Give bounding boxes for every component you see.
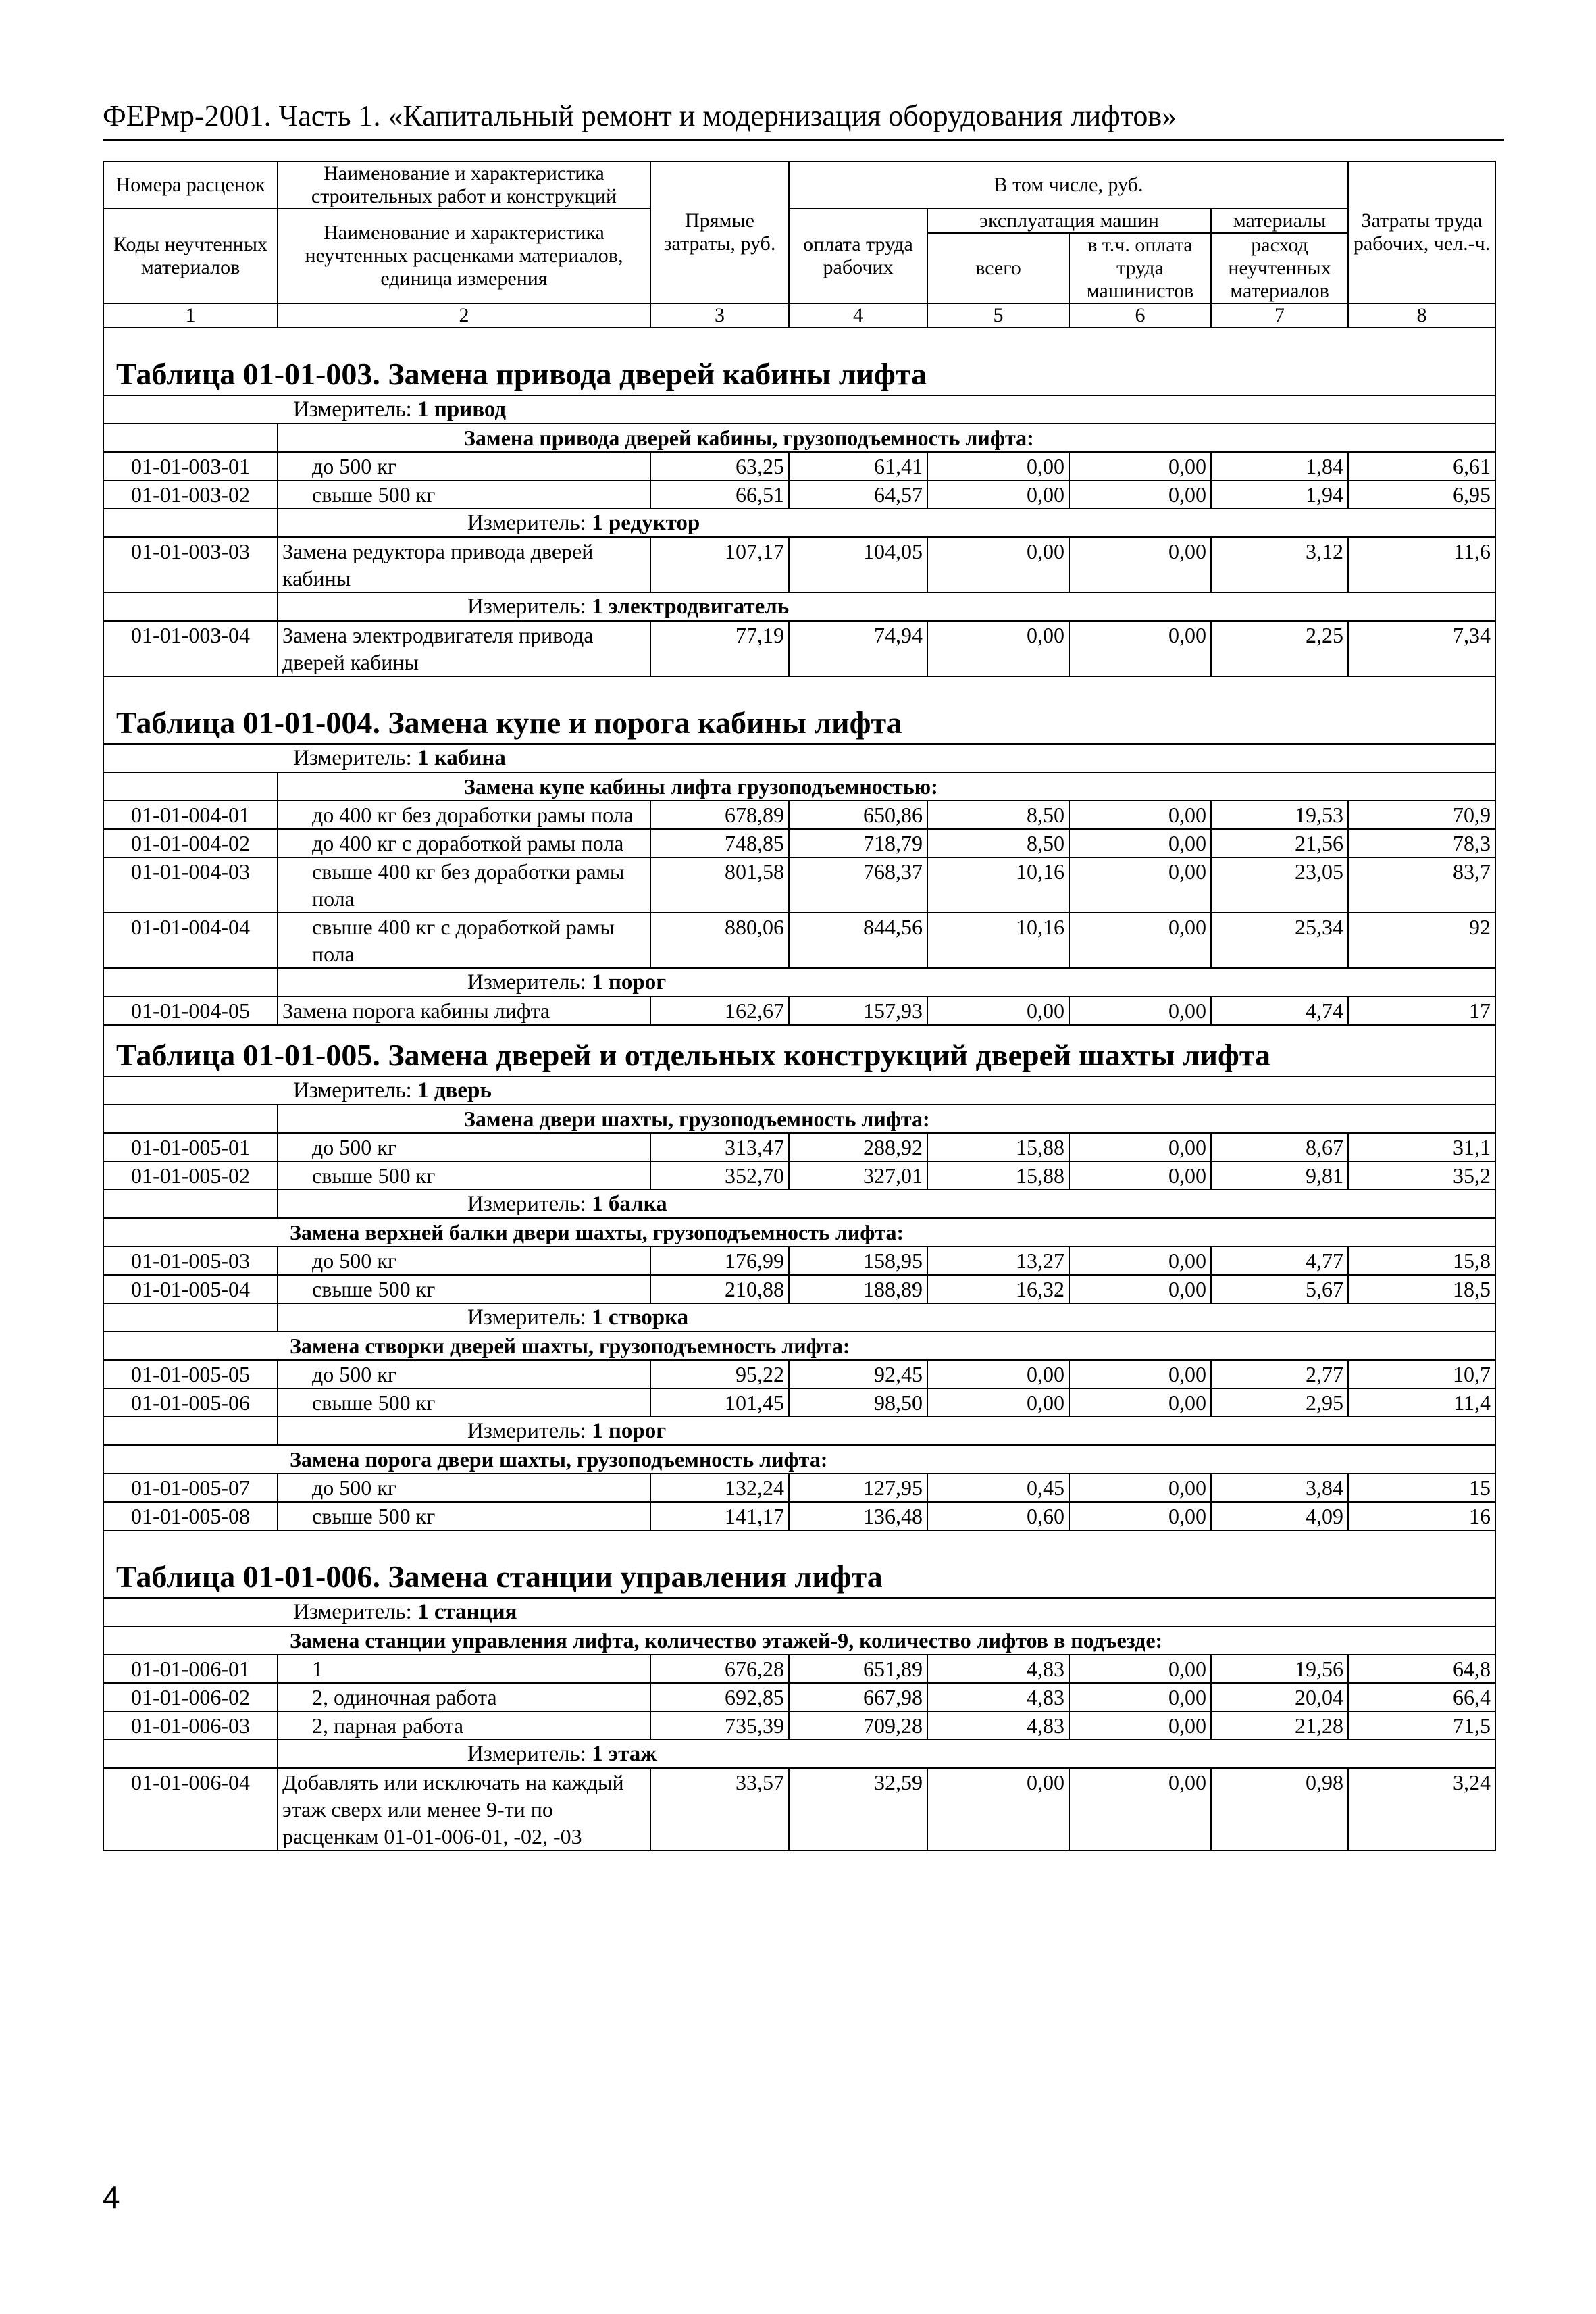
labor-pay: 327,01: [789, 1161, 927, 1190]
machines-total: 0,00: [927, 452, 1069, 480]
measure-row: [103, 593, 1495, 621]
materials: 5,67: [1211, 1275, 1348, 1303]
section-title-row: [103, 676, 1495, 744]
machines-total: 4,83: [927, 1711, 1069, 1740]
rate-code: 01-01-004-02: [103, 829, 278, 857]
direct-costs: 95,22: [650, 1360, 789, 1388]
operators-pay: 0,00: [1069, 1474, 1211, 1502]
operators-pay: 0,00: [1069, 452, 1211, 480]
labor-pay: 667,98: [789, 1683, 927, 1711]
measure-row: [103, 395, 1495, 424]
measure-row: [103, 1740, 1495, 1768]
labor-hours: 7,34: [1348, 621, 1495, 676]
machines-total: 8,50: [927, 801, 1069, 829]
machines-total: 0,00: [927, 1360, 1069, 1388]
labor-pay: 768,37: [789, 857, 927, 913]
materials: 20,04: [1211, 1683, 1348, 1711]
materials: 3,12: [1211, 537, 1348, 593]
measure-unit: 1 балка: [592, 1192, 667, 1216]
rate-name: Замена порога кабины лифта: [278, 997, 650, 1025]
machines-total: 15,88: [927, 1133, 1069, 1161]
measure-label: [278, 1740, 1495, 1768]
labor-pay: 650,86: [789, 801, 927, 829]
measure-prefix: Измеритель:: [467, 970, 592, 995]
materials: 2,95: [1211, 1388, 1348, 1417]
direct-costs: 101,45: [650, 1388, 789, 1417]
materials: 21,56: [1211, 829, 1348, 857]
col-materials-header: расход неучтенных материалов: [1211, 233, 1348, 303]
labor-pay: 709,28: [789, 1711, 927, 1740]
table-row: [103, 1711, 1495, 1740]
materials: 0,98: [1211, 1768, 1348, 1851]
direct-costs: 33,57: [650, 1768, 789, 1851]
measure-unit: 1 створка: [592, 1305, 689, 1330]
materials: 4,77: [1211, 1247, 1348, 1275]
rate-name: свыше 400 кг без доработки рамы пола: [278, 857, 650, 913]
group-label: Замена двери шахты, грузоподъемность лифта:: [278, 1105, 1495, 1133]
table-row: [103, 801, 1495, 829]
labor-hours: 18,5: [1348, 1275, 1495, 1303]
col-machines-group-header: эксплуатация машин: [927, 209, 1211, 233]
operators-pay: 0,00: [1069, 1133, 1211, 1161]
measure-prefix: Измеритель:: [467, 595, 592, 619]
rate-code: 01-01-006-01: [103, 1655, 278, 1683]
rate-name: до 500 кг: [278, 452, 650, 480]
measure-label: [278, 1303, 1495, 1332]
col-number: 2: [278, 303, 650, 328]
materials: 4,09: [1211, 1502, 1348, 1530]
labor-pay: 127,95: [789, 1474, 927, 1502]
measure-prefix: Измеритель:: [293, 1600, 418, 1624]
measure-row: [103, 509, 1495, 537]
rate-code: 01-01-005-08: [103, 1502, 278, 1530]
machines-total: 0,00: [927, 1768, 1069, 1851]
col-number: 5: [927, 303, 1069, 328]
operators-pay: 0,00: [1069, 829, 1211, 857]
measure-row: [103, 1190, 1495, 1218]
table-row: [103, 1474, 1495, 1502]
measure-label: [278, 509, 1495, 537]
labor-pay: 651,89: [789, 1655, 927, 1683]
group-label: Замена привода дверей кабины, грузоподъемность лифта:: [278, 424, 1495, 452]
direct-costs: 210,88: [650, 1275, 789, 1303]
measure-unit: 1 дверь: [417, 1078, 492, 1103]
labor-pay: 188,89: [789, 1275, 927, 1303]
measure-prefix: Измеритель:: [293, 397, 418, 422]
labor-hours: 6,61: [1348, 452, 1495, 480]
direct-costs: 748,85: [650, 829, 789, 857]
labor-hours: 70,9: [1348, 801, 1495, 829]
rate-name: до 500 кг: [278, 1474, 650, 1502]
rate-code: 01-01-005-07: [103, 1474, 278, 1502]
table-row: [103, 1360, 1495, 1388]
group-label: Замена порога двери шахты, грузоподъемность лифта:: [103, 1445, 1495, 1474]
table-row: [103, 1133, 1495, 1161]
measure-unit: 1 привод: [417, 397, 507, 422]
direct-costs: 880,06: [650, 913, 789, 968]
labor-pay: 288,92: [789, 1133, 927, 1161]
measure-unit: 1 станция: [417, 1600, 517, 1624]
column-numbers-row: [103, 303, 1495, 328]
measure-label: [103, 395, 1495, 424]
measure-unit: 1 кабина: [417, 746, 506, 770]
machines-total: 13,27: [927, 1247, 1069, 1275]
machines-total: 0,00: [927, 621, 1069, 676]
rate-name: до 400 кг без доработки рамы пола: [278, 801, 650, 829]
rate-code: 01-01-003-02: [103, 480, 278, 509]
group-row: [103, 1445, 1495, 1474]
measure-label: [278, 1190, 1495, 1218]
direct-costs: 678,89: [650, 801, 789, 829]
group-row: [103, 1332, 1495, 1360]
machines-total: 0,00: [927, 997, 1069, 1025]
table-row: [103, 452, 1495, 480]
direct-costs: 313,47: [650, 1133, 789, 1161]
measure-label: [103, 744, 1495, 772]
group-label: Замена купе кабины лифта грузоподъемностью:: [278, 772, 1495, 801]
rate-name: 1: [278, 1655, 650, 1683]
rate-name: свыше 500 кг: [278, 1275, 650, 1303]
measure-row: [103, 1417, 1495, 1445]
labor-pay: 136,48: [789, 1502, 927, 1530]
rate-code: 01-01-003-03: [103, 537, 278, 593]
table-row: [103, 1388, 1495, 1417]
operators-pay: 0,00: [1069, 1275, 1211, 1303]
labor-hours: 6,95: [1348, 480, 1495, 509]
operators-pay: 0,00: [1069, 1502, 1211, 1530]
col-number: 4: [789, 303, 927, 328]
operators-pay: 0,00: [1069, 537, 1211, 593]
section-title-row: [103, 328, 1495, 395]
labor-hours: 64,8: [1348, 1655, 1495, 1683]
labor-hours: 15,8: [1348, 1247, 1495, 1275]
rate-code: 01-01-006-02: [103, 1683, 278, 1711]
measure-row: [103, 1076, 1495, 1105]
rate-code: 01-01-004-01: [103, 801, 278, 829]
direct-costs: 352,70: [650, 1161, 789, 1190]
rate-code: 01-01-005-01: [103, 1133, 278, 1161]
col-incl-header: В том числе, руб.: [789, 161, 1348, 209]
rate-name: до 400 кг с доработкой рамы пола: [278, 829, 650, 857]
table-row: [103, 1161, 1495, 1190]
rate-name: свыше 500 кг: [278, 1502, 650, 1530]
rate-name: до 500 кг: [278, 1247, 650, 1275]
direct-costs: 801,58: [650, 857, 789, 913]
operators-pay: 0,00: [1069, 621, 1211, 676]
labor-hours: 35,2: [1348, 1161, 1495, 1190]
group-row: [103, 772, 1495, 801]
operators-pay: 0,00: [1069, 1360, 1211, 1388]
materials: 1,84: [1211, 452, 1348, 480]
page-number: 4: [103, 2180, 120, 2215]
machines-total: 10,16: [927, 857, 1069, 913]
materials: 19,53: [1211, 801, 1348, 829]
labor-hours: 11,4: [1348, 1388, 1495, 1417]
header-row-2: [103, 209, 1495, 233]
labor-hours: 78,3: [1348, 829, 1495, 857]
col-number: 3: [650, 303, 789, 328]
measure-unit: 1 редуктор: [592, 511, 700, 535]
table-row: [103, 621, 1495, 676]
rate-name: Замена редуктора привода дверей кабины: [278, 537, 650, 593]
rate-name: до 500 кг: [278, 1133, 650, 1161]
labor-hours: 17: [1348, 997, 1495, 1025]
col-operators-header: в т.ч. оплата труда машинистов: [1069, 233, 1211, 303]
labor-pay: 104,05: [789, 537, 927, 593]
rate-name: Добавлять или исключать на каждый этаж сверх или менее 9-ти по расценкам 01-01-006-01, -02, -03: [278, 1768, 650, 1851]
rate-name: свыше 400 кг с доработкой рамы пола: [278, 913, 650, 968]
measure-prefix: Измеритель:: [293, 1078, 418, 1103]
labor-hours: 16: [1348, 1502, 1495, 1530]
materials: 2,77: [1211, 1360, 1348, 1388]
machines-total: 0,00: [927, 1388, 1069, 1417]
labor-hours: 3,24: [1348, 1768, 1495, 1851]
machines-total: 15,88: [927, 1161, 1069, 1190]
direct-costs: 692,85: [650, 1683, 789, 1711]
measure-unit: 1 этаж: [592, 1742, 657, 1766]
machines-total: 0,00: [927, 480, 1069, 509]
measure-prefix: Измеритель:: [467, 1305, 592, 1330]
col-number: 8: [1348, 303, 1495, 328]
group-row: [103, 1626, 1495, 1655]
col-name-header: Наименование и характеристика строительных работ и конструкций: [278, 161, 650, 209]
direct-costs: 63,25: [650, 452, 789, 480]
measure-prefix: Измеритель:: [467, 511, 592, 535]
col-labor-header: оплата труда рабочих: [789, 209, 927, 303]
rate-code: 01-01-005-05: [103, 1360, 278, 1388]
col-number: 7: [1211, 303, 1348, 328]
rate-code: 01-01-006-04: [103, 1768, 278, 1851]
labor-pay: 61,41: [789, 452, 927, 480]
table-row: [103, 1683, 1495, 1711]
labor-pay: 32,59: [789, 1768, 927, 1851]
rate-code: 01-01-005-02: [103, 1161, 278, 1190]
table-row: [103, 480, 1495, 509]
measure-prefix: Измеритель:: [293, 746, 418, 770]
labor-pay: 157,93: [789, 997, 927, 1025]
page-header: ФЕРмр-2001. Часть 1. «Капитальный ремонт и модернизация оборудования лифтов»: [103, 99, 1177, 132]
table-row: [103, 1275, 1495, 1303]
measure-label: [278, 1417, 1495, 1445]
rate-name: свыше 500 кг: [278, 480, 650, 509]
materials: 9,81: [1211, 1161, 1348, 1190]
group-row: [103, 1218, 1495, 1247]
labor-hours: 31,1: [1348, 1133, 1495, 1161]
direct-costs: 141,17: [650, 1502, 789, 1530]
measure-row: [103, 744, 1495, 772]
labor-hours: 10,7: [1348, 1360, 1495, 1388]
machines-total: 4,83: [927, 1683, 1069, 1711]
table-row: [103, 1768, 1495, 1851]
measure-label: [103, 1076, 1495, 1105]
labor-hours: 71,5: [1348, 1711, 1495, 1740]
rate-code: 01-01-005-03: [103, 1247, 278, 1275]
group-label: Замена верхней балки двери шахты, грузоподъемность лифта:: [103, 1218, 1495, 1247]
labor-hours: 92: [1348, 913, 1495, 968]
labor-hours: 11,6: [1348, 537, 1495, 593]
direct-costs: 77,19: [650, 621, 789, 676]
operators-pay: 0,00: [1069, 1683, 1211, 1711]
col-materials-group-header: материалы: [1211, 209, 1348, 233]
materials: 19,56: [1211, 1655, 1348, 1683]
col-direct-header: Прямые затраты, руб.: [650, 161, 789, 303]
measure-unit: 1 электродвигатель: [592, 595, 790, 619]
rate-name: до 500 кг: [278, 1360, 650, 1388]
machines-total: 10,16: [927, 913, 1069, 968]
section-title: Таблица 01-01-005. Замена дверей и отдельных конструкций дверей шахты лифта: [103, 1025, 1495, 1076]
section-title: Таблица 01-01-003. Замена привода дверей кабины лифта: [103, 328, 1495, 395]
machines-total: 0,60: [927, 1502, 1069, 1530]
rate-code: 01-01-003-01: [103, 452, 278, 480]
materials: 4,74: [1211, 997, 1348, 1025]
table-row: [103, 857, 1495, 913]
section-title-row: [103, 1530, 1495, 1598]
machines-total: 0,00: [927, 537, 1069, 593]
labor-pay: 92,45: [789, 1360, 927, 1388]
direct-costs: 132,24: [650, 1474, 789, 1502]
operators-pay: 0,00: [1069, 801, 1211, 829]
header-row-1: [103, 161, 1495, 209]
labor-hours: 66,4: [1348, 1683, 1495, 1711]
labor-pay: 74,94: [789, 621, 927, 676]
materials: 3,84: [1211, 1474, 1348, 1502]
rate-name: 2, одиночная работа: [278, 1683, 650, 1711]
measure-prefix: Измеритель:: [467, 1742, 592, 1766]
col-codes-sub-header: Коды неучтенных материалов: [103, 209, 278, 303]
col-machines-header: всего: [927, 233, 1069, 303]
rate-code: 01-01-006-03: [103, 1711, 278, 1740]
labor-pay: 158,95: [789, 1247, 927, 1275]
operators-pay: 0,00: [1069, 913, 1211, 968]
direct-costs: 176,99: [650, 1247, 789, 1275]
materials: 2,25: [1211, 621, 1348, 676]
rate-name: 2, парная работа: [278, 1711, 650, 1740]
operators-pay: 0,00: [1069, 1655, 1211, 1683]
measure-label: [278, 593, 1495, 621]
operators-pay: 0,00: [1069, 997, 1211, 1025]
machines-total: 16,32: [927, 1275, 1069, 1303]
group-row: [103, 1105, 1495, 1133]
table-row: [103, 913, 1495, 968]
materials: 21,28: [1211, 1711, 1348, 1740]
rate-code: 01-01-004-03: [103, 857, 278, 913]
measure-row: [103, 968, 1495, 997]
direct-costs: 66,51: [650, 480, 789, 509]
rate-name: Замена электродвигателя привода дверей кабины: [278, 621, 650, 676]
machines-total: 4,83: [927, 1655, 1069, 1683]
operators-pay: 0,00: [1069, 857, 1211, 913]
table-row: [103, 829, 1495, 857]
labor-pay: 844,56: [789, 913, 927, 968]
rate-name: свыше 500 кг: [278, 1388, 650, 1417]
section-title: Таблица 01-01-004. Замена купе и порога кабины лифта: [103, 676, 1495, 744]
operators-pay: 0,00: [1069, 1247, 1211, 1275]
table-row: [103, 997, 1495, 1025]
group-label: Замена створки дверей шахты, грузоподъемность лифта:: [103, 1332, 1495, 1360]
operators-pay: 0,00: [1069, 1711, 1211, 1740]
materials: 25,34: [1211, 913, 1348, 968]
col-number: 6: [1069, 303, 1211, 328]
section-title: Таблица 01-01-006. Замена станции управления лифта: [103, 1530, 1495, 1598]
col-name-sub-header: Наименование и характеристика неучтенных расценками материалов, единица измерения: [278, 209, 650, 303]
table-row: [103, 1502, 1495, 1530]
materials: 8,67: [1211, 1133, 1348, 1161]
operators-pay: 0,00: [1069, 480, 1211, 509]
header-rule: [103, 139, 1504, 141]
group-row: [103, 424, 1495, 452]
measure-unit: 1 порог: [592, 1419, 667, 1443]
col-hours-header: Затраты труда рабочих, чел.-ч.: [1348, 161, 1495, 303]
measure-unit: 1 порог: [592, 970, 667, 995]
table-row: [103, 1247, 1495, 1275]
rate-code: 01-01-004-04: [103, 913, 278, 968]
rate-code: 01-01-004-05: [103, 997, 278, 1025]
labor-hours: 15: [1348, 1474, 1495, 1502]
labor-pay: 98,50: [789, 1388, 927, 1417]
direct-costs: 107,17: [650, 537, 789, 593]
labor-pay: 64,57: [789, 480, 927, 509]
group-label: Замена станции управления лифта, количество этажей-9, количество лифтов в подъезде:: [103, 1626, 1495, 1655]
rate-name: свыше 500 кг: [278, 1161, 650, 1190]
col-codes-header: Номера расценок: [103, 161, 278, 209]
measure-row: [103, 1303, 1495, 1332]
rate-code: 01-01-005-06: [103, 1388, 278, 1417]
operators-pay: 0,00: [1069, 1388, 1211, 1417]
measure-prefix: Измеритель:: [467, 1192, 592, 1216]
direct-costs: 735,39: [650, 1711, 789, 1740]
table-row: [103, 537, 1495, 593]
materials: 23,05: [1211, 857, 1348, 913]
rate-code: 01-01-003-04: [103, 621, 278, 676]
machines-total: 0,45: [927, 1474, 1069, 1502]
direct-costs: 676,28: [650, 1655, 789, 1683]
measure-label: [103, 1598, 1495, 1626]
operators-pay: 0,00: [1069, 1161, 1211, 1190]
measure-prefix: Измеритель:: [467, 1419, 592, 1443]
section-title-row: [103, 1025, 1495, 1076]
labor-hours: 83,7: [1348, 857, 1495, 913]
materials: 1,94: [1211, 480, 1348, 509]
rate-code: 01-01-005-04: [103, 1275, 278, 1303]
operators-pay: 0,00: [1069, 1768, 1211, 1851]
measure-label: [278, 968, 1495, 997]
table-row: [103, 1655, 1495, 1683]
direct-costs: 162,67: [650, 997, 789, 1025]
col-number: 1: [103, 303, 278, 328]
price-table: [103, 161, 1496, 1851]
measure-row: [103, 1598, 1495, 1626]
machines-total: 8,50: [927, 829, 1069, 857]
labor-pay: 718,79: [789, 829, 927, 857]
